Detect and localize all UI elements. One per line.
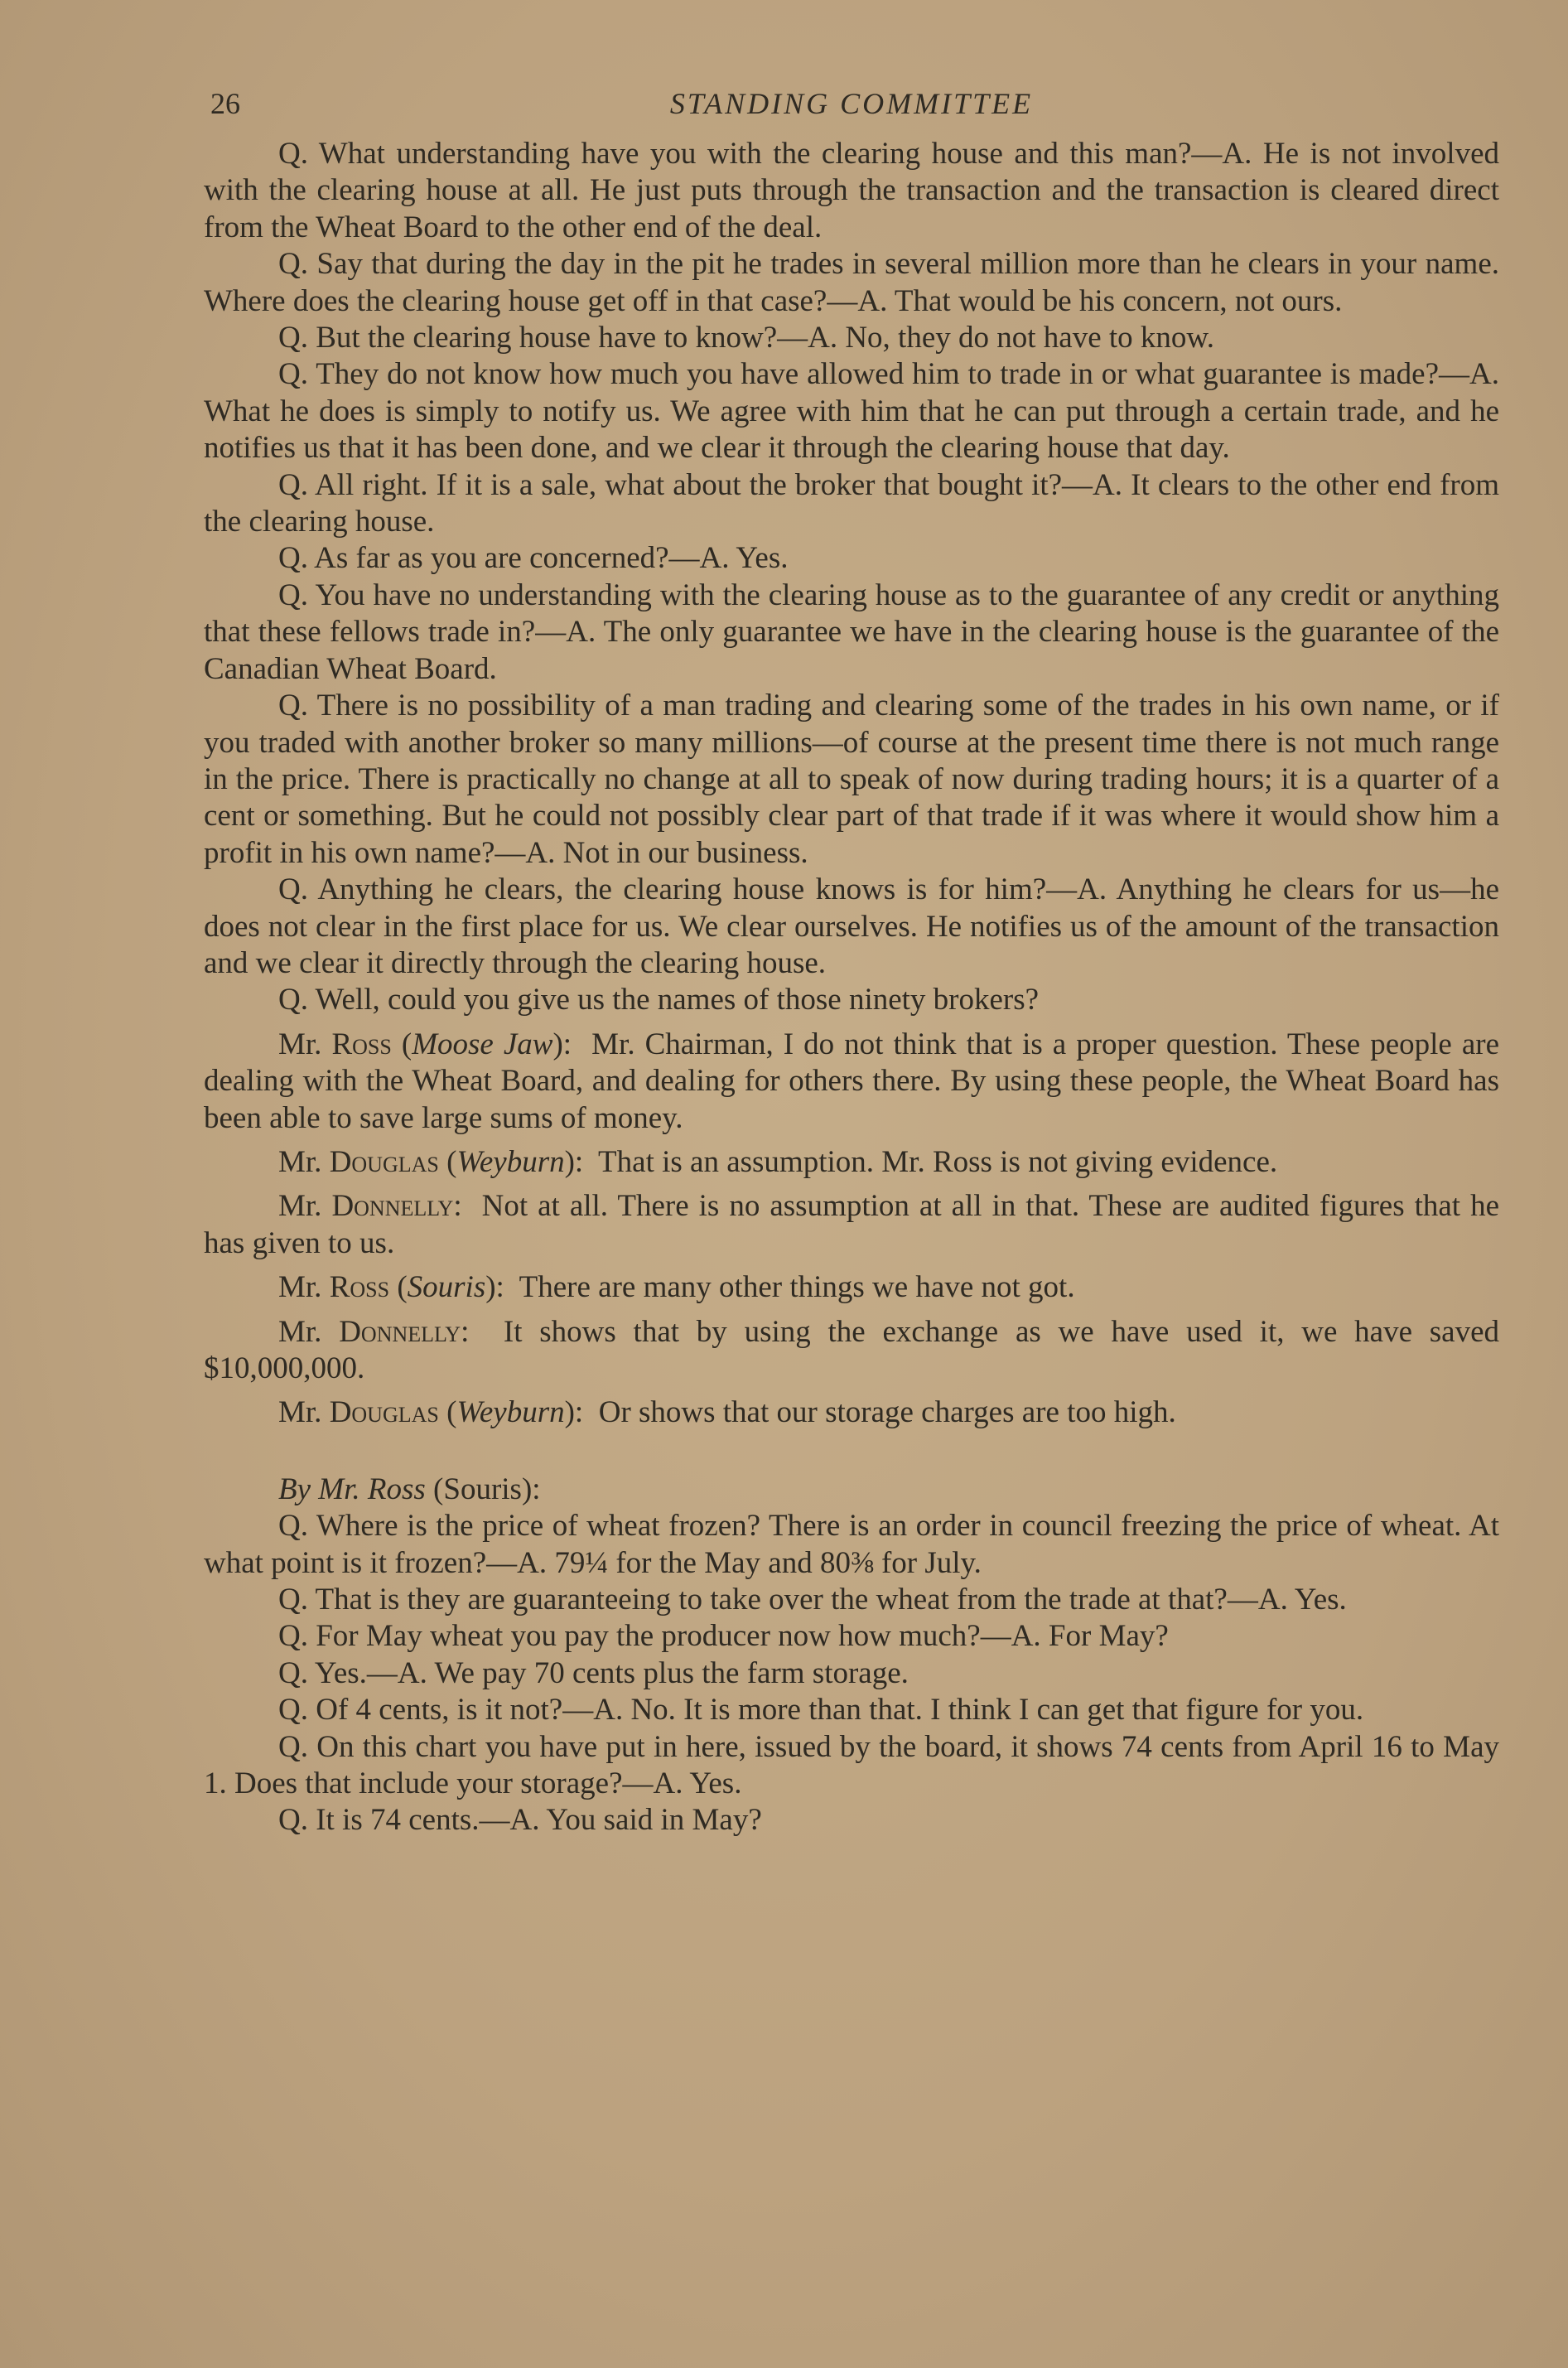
question-paragraph: Q. What understanding have you with the clearing house and this man?—A. He is not involved with the clearing house at all. He just puts through the transaction and the transaction is cleared direct from the Wheat Board to the other end of the deal. (204, 137, 1499, 244)
question-paragraph: Q. That is they are guaranteeing to take over the wheat from the trade at that?—A. Yes. (278, 1583, 1347, 1617)
speaker-name: Ross (329, 1270, 390, 1305)
speech-text: Mr. Chairman, I do not think that is a proper question. These people are dealing with the Wheat Board, and dealing for others there. By using these people, the Wheat Board has been able to save large sums of money. (204, 1027, 1500, 1135)
question-paragraph: Q. On this chart you have put in here, issued by the board, it shows 74 cents from April 16 to May 1. Does that include your storage?—A. Yes. (204, 1729, 1499, 1801)
speaker-riding: Moose Jaw (412, 1027, 553, 1061)
speaker-name: Donnelly (331, 1189, 454, 1224)
page-number: 26 (210, 87, 240, 120)
question-paragraph: Q. Yes.—A. We pay 70 cents plus the farm storage. (278, 1655, 909, 1690)
question-paragraph: Q. Of 4 cents, is it not?—A. No. It is more than that. I think I can get that figure for you. (278, 1693, 1364, 1728)
question-paragraph: Q. Well, could you give us the names of those ninety brokers? (278, 983, 1040, 1017)
examiner-byline: By Mr. Ross (Souris): (278, 1472, 541, 1506)
question-paragraph: Q. Anything he clears, the clearing house knows is for him?—A. Anything he clears for us—he does not clear in the first place for us. We clear ourselves. He notifies us of the amount of the transaction and we clear it directly through the clearing house. (204, 872, 1499, 980)
question-paragraph: Q. They do not know how much you have allowed him to trade in or what guarantee is made?—A. What he does is simply to notify us. We agree with him that he can put through a certain trade, and he notifies us that it has been done, and we clear it through the clearing house that day. (204, 357, 1499, 466)
running-head: STANDING COMMITTEE (669, 87, 1034, 120)
speech-text: Not at all. There is no assumption at all in that. These are audited figures that he has given to us. (204, 1189, 1499, 1260)
speaker-name: Donnelly (339, 1314, 461, 1349)
speaker-name: Douglas (329, 1395, 439, 1430)
question-paragraph: Q. It is 74 cents.—A. You said in May? (278, 1803, 762, 1838)
document-page (204, 86, 1499, 1839)
speech-paragraph: Mr. Donnelly: Not at all. There is no assumption at all in that. These are audited figures that he has given to us. (204, 1189, 1499, 1260)
speaker-riding: Souris (407, 1270, 486, 1305)
question-paragraph: Q. Say that during the day in the pit he trades in several million more than he clears in your name. Where does the clearing house get off in that case?—A. That would be his concern, not ours. (204, 247, 1499, 318)
transcript-body (204, 136, 1499, 1839)
speaker-name: Douglas (329, 1144, 439, 1179)
byline-riding: Souris (443, 1472, 522, 1506)
question-paragraph: Q. Where is the price of wheat frozen? There is an order in council freezing the price of wheat. At what point is it frozen?—A. 79¼ for the May and 80⅜ for July. (204, 1509, 1499, 1580)
question-paragraph: Q. There is no possibility of a man trading and clearing some of the trades in his own name, or if you traded with another broker so many millions—of course at the present time there is not much range in the price. There is practically no change at all to speak of now during trading hours; it is a quarter of a cent or something. But he could not possibly clear part of that trade if it was where it would show him a profit in his own name?—A. Not in our business. (204, 689, 1499, 870)
speech-text: There are many other things we have not got. (519, 1270, 1075, 1305)
speech-paragraph: Mr. Douglas (Weyburn): That is an assumption. Mr. Ross is not giving evidence. (278, 1144, 1278, 1179)
speech-paragraph: Mr. Ross (Souris): There are many other things we have not got. (278, 1270, 1075, 1305)
speaker-prefix: Mr. (278, 1027, 332, 1061)
question-paragraph: Q. For May wheat you pay the producer now how much?—A. For May? (278, 1619, 1169, 1654)
speech-paragraph: Mr. Donnelly: It shows that by using the exchange as we have used it, we have saved $10,000,000. (204, 1314, 1500, 1385)
speech-text: That is an assumption. Mr. Ross is not giving evidence. (598, 1144, 1278, 1179)
speaker-prefix: Mr. (278, 1314, 340, 1349)
question-paragraph: Q. As far as you are concerned?—A. Yes. (278, 541, 789, 576)
speaker-prefix: Mr. (278, 1270, 330, 1305)
speaker-prefix: Mr. (278, 1189, 332, 1224)
speech-text: It shows that by using the exchange as we have used it, we have saved $10,000,000. (204, 1314, 1500, 1385)
speaker-riding: Weyburn (456, 1395, 565, 1430)
question-paragraph: Q. All right. If it is a sale, what about the broker that bought it?—A. It clears to the other end from the clearing house. (204, 467, 1499, 539)
speaker-prefix: Mr. (278, 1395, 330, 1430)
question-paragraph: Q. You have no understanding with the clearing house as to the guarantee of any credit or anything that these fellows trade in?—A. The only guarantee we have in the clearing house is the guarantee of the Canadian Wheat Board. (204, 578, 1499, 686)
speech-paragraph: Mr. Douglas (Weyburn): Or shows that our storage charges are too high. (278, 1395, 1176, 1430)
speaker-prefix: Mr. (278, 1144, 330, 1179)
page-header (204, 86, 1499, 136)
byline-label: By Mr. Ross (278, 1472, 426, 1506)
speaker-riding: Weyburn (456, 1144, 565, 1179)
speech-paragraph: Mr. Ross (Moose Jaw): Mr. Chairman, I do not think that is a proper question. These people are dealing with the Wheat Board, and dealing for others there. By using these people, the Wheat Board has been able to save large sums of money. (204, 1027, 1500, 1135)
speaker-name: Ross (331, 1027, 392, 1061)
speech-text: Or shows that our storage charges are too high. (598, 1395, 1176, 1430)
question-paragraph: Q. But the clearing house have to know?—A. No, they do not have to know. (278, 321, 1214, 355)
